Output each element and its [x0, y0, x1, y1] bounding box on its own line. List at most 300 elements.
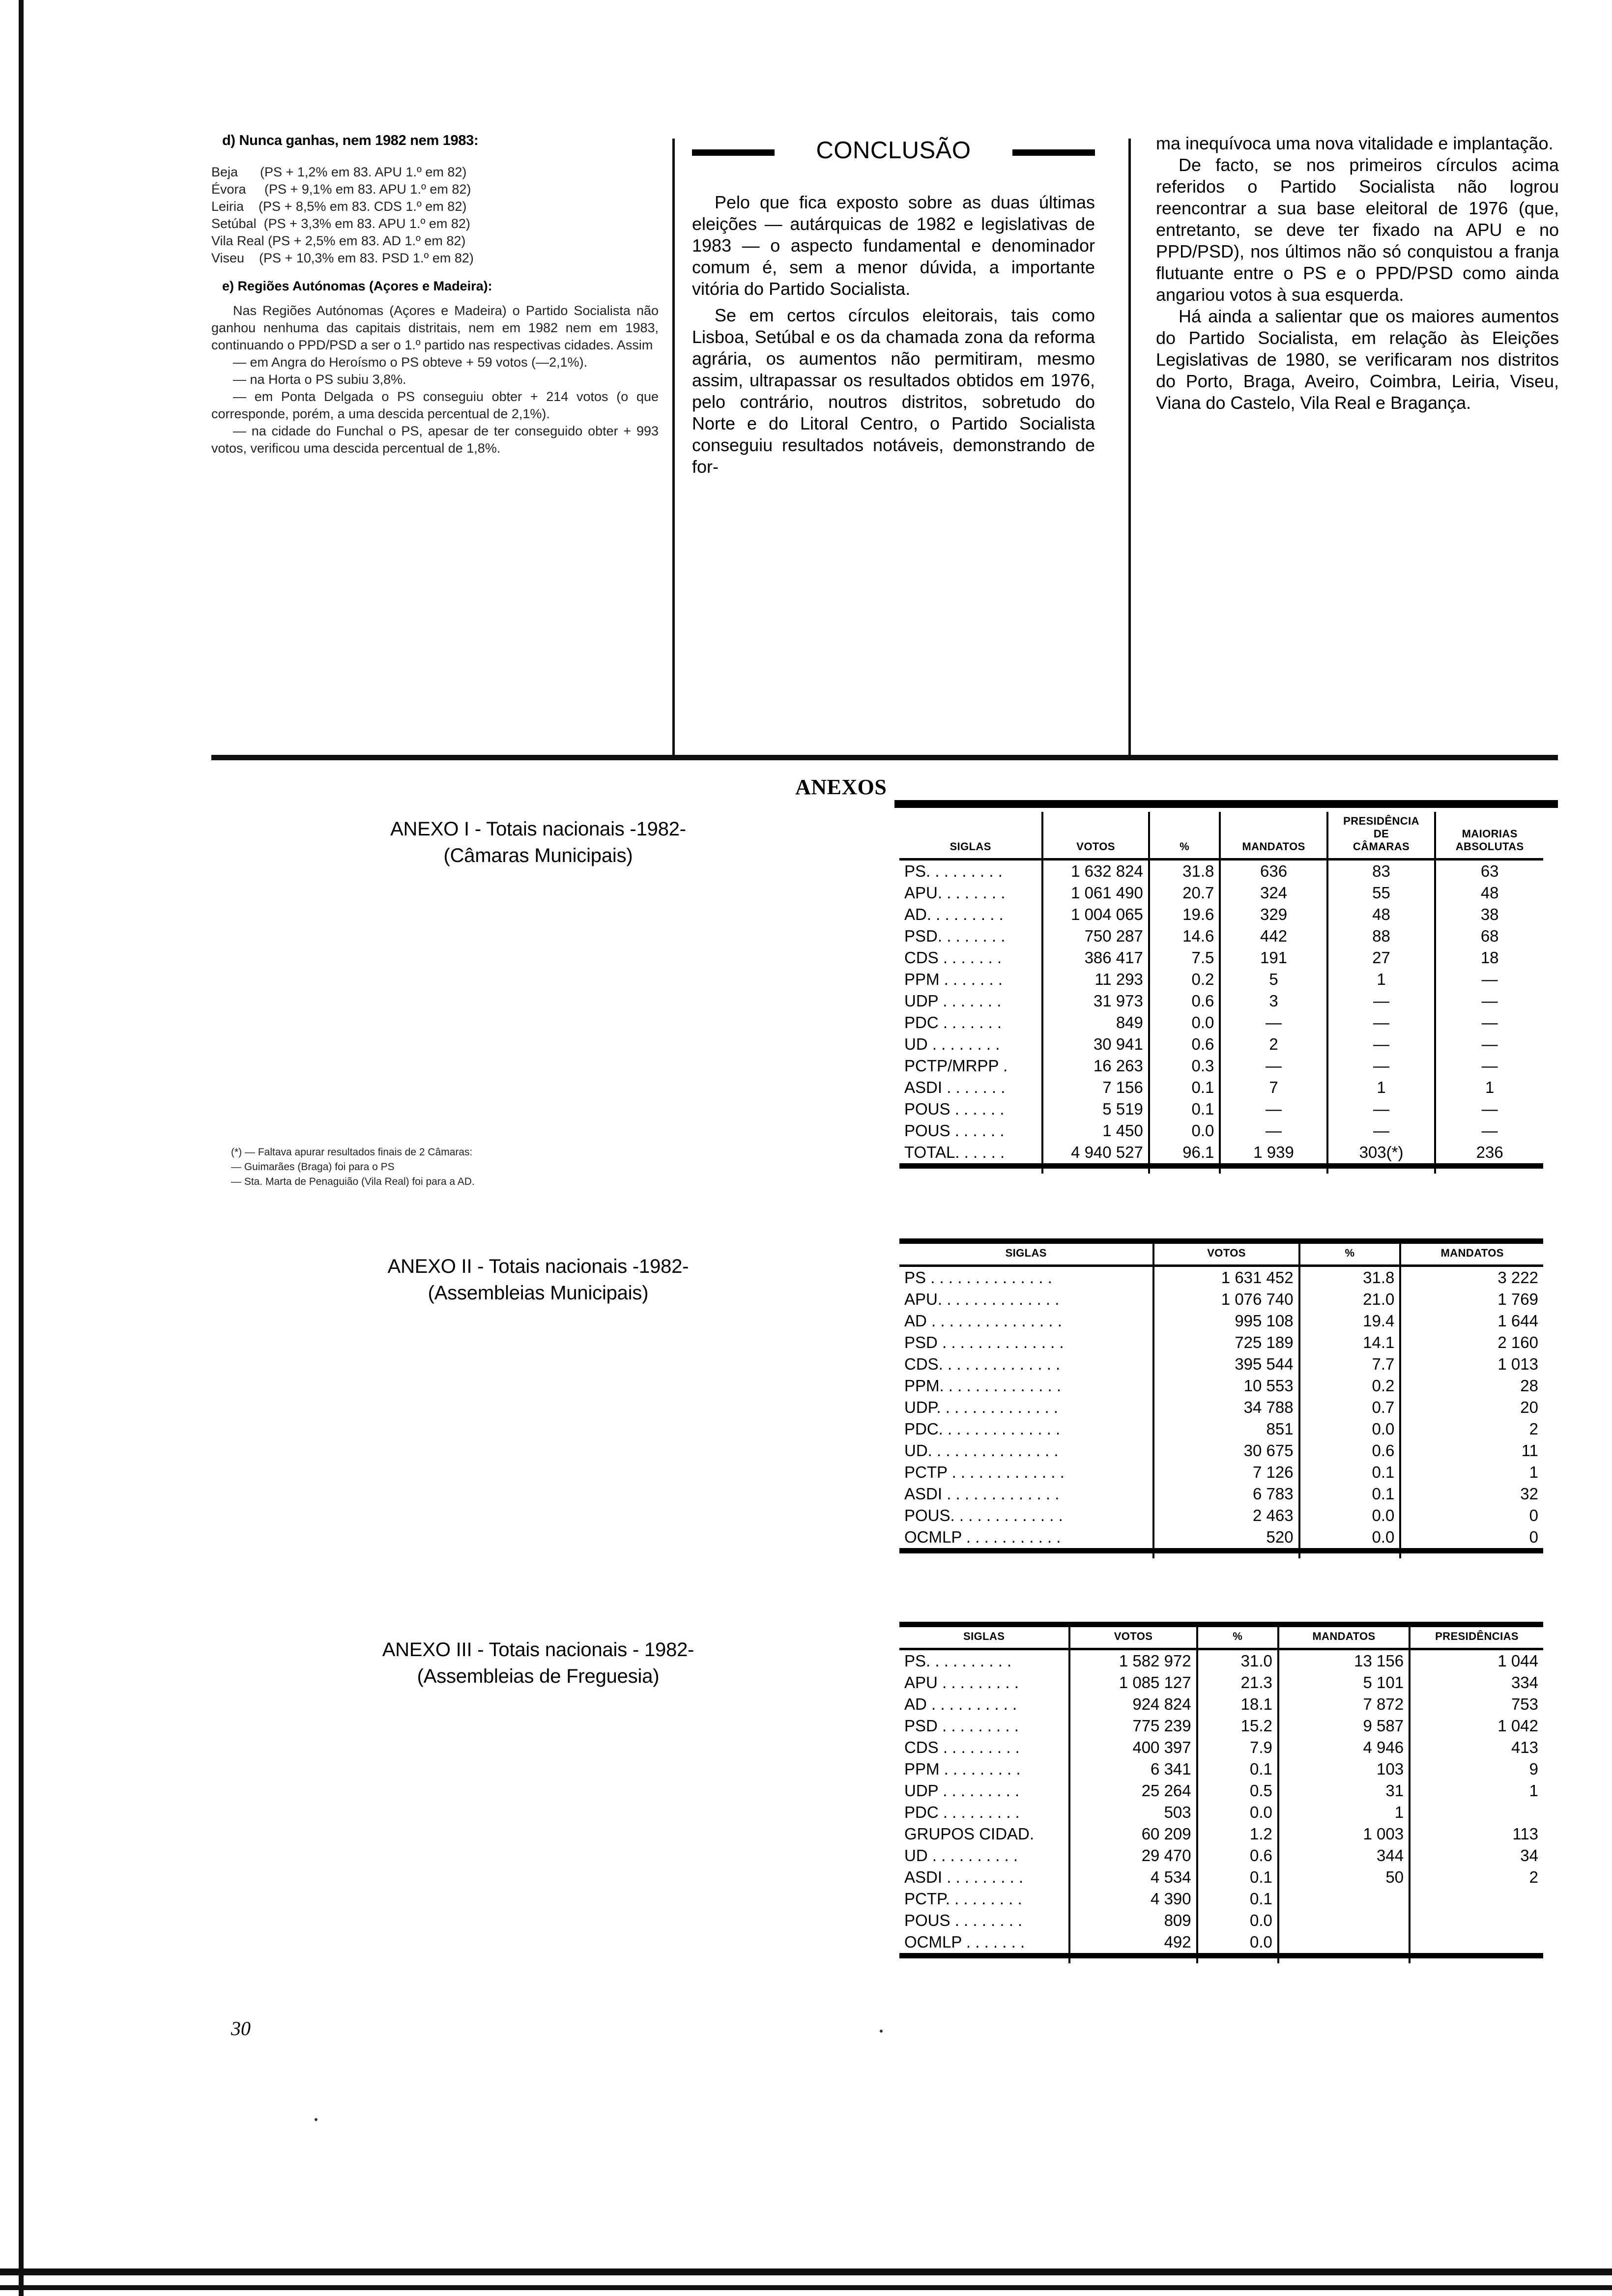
cell-mandatos: 9 587 — [1278, 1715, 1410, 1737]
cell-votos: 5 519 — [1042, 1098, 1149, 1120]
cell-sigla: POUS . . . . . . — [904, 1100, 1005, 1118]
cell-presidencia: 1 — [1327, 969, 1436, 990]
cell-maiorias: — — [1435, 1012, 1543, 1033]
cell-percent: 31.8 — [1299, 1266, 1401, 1289]
cell-votos: 1 582 972 — [1069, 1649, 1197, 1672]
cell-mandatos: 103 — [1278, 1758, 1410, 1780]
cell-votos: 386 417 — [1042, 947, 1149, 969]
cell-sigla: AD . . . . . . . . . . — [904, 1695, 1017, 1713]
anexo2-title-line1: ANEXO II - Totais nacionais -1982- — [387, 1256, 689, 1277]
cell-votos: 995 108 — [1153, 1310, 1299, 1332]
cell-percent: 0.2 — [1149, 969, 1220, 990]
cell-presidencia: — — [1327, 1055, 1436, 1077]
table-row — [899, 1310, 1543, 1332]
column2-body — [692, 192, 1095, 478]
cell-percent: 0.1 — [1197, 1866, 1278, 1888]
cell-mandatos: 11 — [1400, 1440, 1543, 1462]
cell-mandatos: 5 101 — [1278, 1672, 1410, 1693]
cell-mandatos: 13 156 — [1278, 1649, 1410, 1672]
cell-mandatos: 2 160 — [1400, 1332, 1543, 1353]
table-row — [899, 1758, 1543, 1780]
rule-right — [1012, 149, 1095, 156]
cell-votos: 1 632 824 — [1042, 860, 1149, 883]
list-item: Vila Real (PS + 2,5% em 83. AD 1.º em 82) — [211, 233, 466, 248]
cell-votos: 851 — [1153, 1418, 1299, 1440]
header-line-3: CÂMARAS — [1353, 840, 1410, 853]
cell-percent: 0.6 — [1149, 990, 1220, 1012]
cell-sigla: PSD . . . . . . . . . — [904, 1717, 1019, 1735]
cell-sigla: APU . . . . . . . . . — [904, 1673, 1019, 1692]
cell-percent: 0.5 — [1197, 1780, 1278, 1802]
list-item: Leiria (PS + 8,5% em 83. CDS 1.º em 82) — [211, 199, 467, 214]
cell-percent: 0.1 — [1299, 1462, 1401, 1483]
cell-sigla: PS . . . . . . . . . . . . . . — [904, 1268, 1052, 1287]
cell-votos: 25 264 — [1069, 1780, 1197, 1802]
table-row — [899, 1375, 1543, 1397]
cell-mandatos: — — [1220, 1120, 1327, 1142]
table-row — [899, 1931, 1543, 1956]
table-row — [899, 1505, 1543, 1526]
table-row — [899, 1332, 1543, 1353]
cell-presidencias — [1410, 1910, 1543, 1931]
cell-votos: 1 450 — [1042, 1120, 1149, 1142]
header-line-1: MAIORIAS — [1462, 828, 1518, 840]
cell-sigla: POUS. . . . . . . . . . . . . — [904, 1506, 1063, 1524]
anexo1-title — [211, 816, 865, 869]
col-maiorias-absolutas — [1435, 812, 1543, 860]
cell-sigla: PS. . . . . . . . . — [904, 862, 1003, 880]
col-percent: % — [1299, 1241, 1401, 1266]
table-header-row — [899, 812, 1543, 860]
table-row — [899, 1649, 1543, 1672]
cell-mandatos: 191 — [1220, 947, 1327, 969]
table-row — [899, 1737, 1543, 1758]
cell-sigla: PDC . . . . . . . . . — [904, 1803, 1020, 1821]
section-heading-e: e) Regiões Autónomas (Açores e Madeira): — [222, 279, 492, 293]
cell-maiorias: 48 — [1435, 882, 1543, 904]
col-percent: % — [1197, 1625, 1278, 1649]
cell-presidencias: 413 — [1410, 1737, 1543, 1758]
cell-mandatos: 32 — [1400, 1483, 1543, 1505]
table-row — [899, 904, 1543, 925]
cell-percent: 0.0 — [1149, 1120, 1220, 1142]
cell-percent: 21.3 — [1197, 1672, 1278, 1693]
col-votos: VOTOS — [1042, 812, 1149, 860]
cell-votos: 503 — [1069, 1802, 1197, 1823]
cell-maiorias: — — [1435, 1033, 1543, 1055]
table-row — [899, 1462, 1543, 1483]
cell-mandatos: 636 — [1220, 860, 1327, 883]
footnote: — Sta. Marta de Penaguião (Vila Real) foi para a AD. — [231, 1176, 475, 1187]
cell-mandatos: 1 003 — [1278, 1823, 1410, 1845]
cell-votos: 60 209 — [1069, 1823, 1197, 1845]
col-mandatos: MANDATOS — [1400, 1241, 1543, 1266]
cell-votos: 29 470 — [1069, 1845, 1197, 1866]
col-mandatos: MANDATOS — [1278, 1625, 1410, 1649]
table-row — [899, 1910, 1543, 1931]
cell-presidencias — [1410, 1931, 1543, 1956]
cell-presidencia: 88 — [1327, 925, 1436, 947]
cell-mandatos: 2 — [1400, 1418, 1543, 1440]
cell-votos: 2 463 — [1153, 1505, 1299, 1526]
table-row — [899, 1526, 1543, 1551]
cell-presidencia: 27 — [1327, 947, 1436, 969]
cell-sigla: PPM. . . . . . . . . . . . . . — [904, 1377, 1062, 1395]
cell-sigla: UD . . . . . . . . — [904, 1035, 1000, 1053]
list-item: Beja (PS + 1,2% em 83. APU 1.º em 82) — [211, 165, 467, 179]
cell-percent: 7.5 — [1149, 947, 1220, 969]
cell-mandatos: 344 — [1278, 1845, 1410, 1866]
cell-percent: 18.1 — [1197, 1693, 1278, 1715]
cell-percent: 14.1 — [1299, 1332, 1401, 1353]
conclusao-title — [692, 133, 1095, 168]
cell-presidencias: 753 — [1410, 1693, 1543, 1715]
table-row — [899, 1012, 1543, 1033]
cell-sigla: UDP . . . . . . . — [904, 992, 1002, 1010]
cell-maiorias: — — [1435, 969, 1543, 990]
cell-percent: 0.2 — [1299, 1375, 1401, 1397]
paragraph: Se em certos círculos eleitorais, tais como Lisboa, Setúbal e os da chamada zona da reforma agrária, os aumentos não permitiram, mesmo assim, ultrapassar os resultados obtidos em 1976, pelo contrário, noutros distritos, sobretudo do Norte e do Litoral Centro, o Partido Socialista conseguiu resultados notáveis, demonstrando de for- — [692, 305, 1095, 477]
list-item: Viseu (PS + 10,3% em 83. PSD 1.º em 82) — [211, 251, 474, 265]
paragraph: Há ainda a salientar que os maiores aumentos do Partido Socialista, em relação às Eleições Legislativas de 1980, se verificaram nos distritos do Porto, Braga, Aveiro, Coimbra, Leiria, Viseu, Viana do Castelo, Vila Real e Bragança. — [1156, 306, 1559, 413]
scan-speck — [315, 2118, 317, 2121]
cell-percent: 1.2 — [1197, 1823, 1278, 1845]
cell-votos: 31 973 — [1042, 990, 1149, 1012]
cell-sigla: PCTP/MRPP . — [904, 1057, 1008, 1075]
anexo3-title-line2: (Assembleias de Freguesia) — [417, 1665, 660, 1687]
table-bottom-rule — [899, 1551, 1543, 1559]
table-row — [899, 1440, 1543, 1462]
page-bottom-bar-2 — [0, 2285, 1612, 2290]
table-row — [899, 990, 1543, 1012]
cell-percent: 0.1 — [1149, 1098, 1220, 1120]
cell-votos: 750 287 — [1042, 925, 1149, 947]
cell-mandatos: 50 — [1278, 1866, 1410, 1888]
anexo3-title-line1: ANEXO III - Totais nacionais - 1982- — [382, 1639, 694, 1661]
cell-mandatos: 20 — [1400, 1397, 1543, 1418]
cell-percent: 0.0 — [1299, 1526, 1401, 1551]
cell-percent: 20.7 — [1149, 882, 1220, 904]
cell-presidencias: 113 — [1410, 1823, 1543, 1845]
cell-presidencias: 2 — [1410, 1866, 1543, 1888]
table-row — [899, 1120, 1543, 1142]
table-row — [899, 947, 1543, 969]
paragraph: ma inequívoca uma nova vitalidade e implantação. — [1156, 133, 1554, 153]
cell-presidencias: 1 — [1410, 1780, 1543, 1802]
cell-votos: 1 061 490 — [1042, 882, 1149, 904]
cell-sigla: UDP. . . . . . . . . . . . . . — [904, 1398, 1058, 1416]
table-row — [899, 1098, 1543, 1120]
cell-mandatos: 1 769 — [1400, 1289, 1543, 1310]
cell-votos: 4 534 — [1069, 1866, 1197, 1888]
cell-votos: 7 126 — [1153, 1462, 1299, 1483]
anexo1-title-line2: (Câmaras Municipais) — [443, 845, 633, 866]
bullet-ponta-delgada: — em Ponta Delgada o PS conseguiu obter + 214 votos (o que corresponde, porém, a uma descida percentual de 2,1%). — [211, 389, 659, 421]
cell-mandatos: 1 644 — [1400, 1310, 1543, 1332]
cell-mandatos: 7 — [1220, 1077, 1327, 1098]
cell-mandatos: 3 — [1220, 990, 1327, 1012]
table-row — [899, 1483, 1543, 1505]
cell-sigla: AD . . . . . . . . . . . . . . . — [904, 1312, 1062, 1330]
cell-votos: 520 — [1153, 1526, 1299, 1551]
cell-percent: 0.3 — [1149, 1055, 1220, 1077]
table-row — [899, 1033, 1543, 1055]
cell-sigla: ASDI . . . . . . . . . — [904, 1868, 1024, 1886]
cell-presidencias: 1 042 — [1410, 1715, 1543, 1737]
cell-maiorias: 1 — [1435, 1077, 1543, 1098]
cell-percent: 31.8 — [1149, 860, 1220, 883]
cell-presidencias: 334 — [1410, 1672, 1543, 1693]
cell-mandatos: 1 — [1400, 1462, 1543, 1483]
cell-percent: 0.0 — [1197, 1931, 1278, 1956]
table-row — [899, 1142, 1543, 1166]
cell-maiorias: 18 — [1435, 947, 1543, 969]
column3-body — [1156, 133, 1559, 414]
paragraph: De facto, se nos primeiros círculos acima referidos o Partido Socialista não logrou reencontrar a sua base eleitoral de 1976 (que, entretanto, se deve ter fixado na APU e no PPD/PSD), nos últimos não só conquistou a franja flutuante entre o PS e o PPD/PSD como ainda angariou votos à sua esquerda. — [1156, 155, 1559, 305]
cell-votos: 725 189 — [1153, 1332, 1299, 1353]
cell-presidencia: — — [1327, 1033, 1436, 1055]
table-row — [899, 1866, 1543, 1888]
table-row — [899, 1266, 1543, 1289]
cell-votos: 775 239 — [1069, 1715, 1197, 1737]
cell-percent: 0.6 — [1299, 1440, 1401, 1462]
cell-percent: 0.0 — [1149, 1012, 1220, 1033]
cell-maiorias: 68 — [1435, 925, 1543, 947]
table-header-row — [899, 1625, 1543, 1649]
rule-left — [692, 149, 775, 156]
cell-sigla: POUS . . . . . . — [904, 1121, 1005, 1140]
article-columns — [0, 133, 1612, 767]
cell-sigla: AD. . . . . . . . . — [904, 905, 1004, 923]
anexo2-table — [899, 1238, 1543, 1558]
anexo3-title — [211, 1636, 865, 1690]
cell-maiorias: 63 — [1435, 860, 1543, 883]
cell-percent: 0.0 — [1197, 1910, 1278, 1931]
cell-mandatos: 7 872 — [1278, 1693, 1410, 1715]
cell-votos: 4 390 — [1069, 1888, 1197, 1910]
section-heading-d: d) Nunca ganhas, nem 1982 nem 1983: — [222, 133, 479, 148]
table-row — [899, 1845, 1543, 1866]
cell-mandatos — [1278, 1910, 1410, 1931]
cell-percent: 19.6 — [1149, 904, 1220, 925]
cell-sigla: CDS. . . . . . . . . . . . . . — [904, 1355, 1061, 1373]
cell-votos: 809 — [1069, 1910, 1197, 1931]
cell-sigla: PCTP. . . . . . . . . — [904, 1890, 1022, 1908]
cell-percent: 0.0 — [1197, 1802, 1278, 1823]
table-row — [899, 1055, 1543, 1077]
page-number: 30 — [231, 2017, 251, 2039]
cell-presidencias: 34 — [1410, 1845, 1543, 1866]
cell-votos: 924 824 — [1069, 1693, 1197, 1715]
cell-votos: 6 341 — [1069, 1758, 1197, 1780]
cell-maiorias: — — [1435, 1120, 1543, 1142]
cell-votos: 492 — [1069, 1931, 1197, 1956]
cell-sigla: PSD. . . . . . . . — [904, 927, 1006, 945]
cell-sigla: APU. . . . . . . . . . . . . . — [904, 1290, 1060, 1308]
article-column-1 — [211, 133, 659, 457]
cell-votos: 16 263 — [1042, 1055, 1149, 1077]
scan-speck — [880, 2030, 883, 2033]
col-votos: VOTOS — [1153, 1241, 1299, 1266]
cell-mandatos: 3 222 — [1400, 1266, 1543, 1289]
cell-presidencia: 48 — [1327, 904, 1436, 925]
col-percent: % — [1149, 812, 1220, 860]
anexo1-title-line1: ANEXO I - Totais nacionais -1982- — [390, 818, 686, 840]
table-row — [899, 1353, 1543, 1375]
district-list — [211, 164, 659, 267]
cell-presidencias — [1410, 1888, 1543, 1910]
cell-maiorias: — — [1435, 1055, 1543, 1077]
cell-percent: 21.0 — [1299, 1289, 1401, 1310]
cell-mandatos: 1 — [1278, 1802, 1410, 1823]
cell-mandatos: 1 939 — [1220, 1142, 1327, 1166]
table-row — [899, 1693, 1543, 1715]
cell-maiorias: 38 — [1435, 904, 1543, 925]
cell-maiorias: — — [1435, 1098, 1543, 1120]
cell-votos: 11 293 — [1042, 969, 1149, 990]
col-presidencia-camaras — [1327, 812, 1436, 860]
cell-votos: 7 156 — [1042, 1077, 1149, 1098]
cell-percent: 14.6 — [1149, 925, 1220, 947]
col-votos: VOTOS — [1069, 1625, 1197, 1649]
cell-votos: 400 397 — [1069, 1737, 1197, 1758]
bullet-angra: — em Angra do Heroísmo o PS obteve + 59 votos (—2,1%). — [233, 355, 588, 370]
table-row — [899, 1715, 1543, 1737]
cell-sigla: PPM . . . . . . . . . — [904, 1760, 1021, 1778]
anexos-rule — [894, 800, 1558, 808]
cell-sigla: APU. . . . . . . . — [904, 884, 1006, 902]
cell-mandatos: 0 — [1400, 1505, 1543, 1526]
table-header-row — [899, 1241, 1543, 1266]
anexo1-table — [899, 812, 1543, 1174]
cell-percent: 7.7 — [1299, 1353, 1401, 1375]
cell-percent: 0.7 — [1299, 1397, 1401, 1418]
cell-presidencias: 9 — [1410, 1758, 1543, 1780]
cell-percent: 0.6 — [1197, 1845, 1278, 1866]
cell-mandatos: 0 — [1400, 1526, 1543, 1551]
col-siglas: SIGLAS — [899, 1625, 1069, 1649]
cell-sigla: TOTAL. . . . . . — [904, 1143, 1005, 1161]
header-line-2: ABSOLUTAS — [1455, 840, 1524, 853]
cell-votos: 1 085 127 — [1069, 1672, 1197, 1693]
cell-mandatos: 5 — [1220, 969, 1327, 990]
horizontal-rule-under-columns — [211, 755, 1558, 760]
cell-sigla: PPM . . . . . . . — [904, 970, 1003, 988]
cell-votos: 30 675 — [1153, 1440, 1299, 1462]
cell-sigla: PS. . . . . . . . . . — [904, 1652, 1012, 1670]
cell-mandatos: 1 013 — [1400, 1353, 1543, 1375]
cell-presidencia: — — [1327, 1098, 1436, 1120]
cell-votos: 6 783 — [1153, 1483, 1299, 1505]
cell-percent: 0.1 — [1299, 1483, 1401, 1505]
col-presidencias: PRESIDÊNCIAS — [1410, 1625, 1543, 1649]
footnote: — Guimarães (Braga) foi para o PS — [231, 1161, 395, 1173]
cell-sigla: CDS . . . . . . . — [904, 948, 1002, 967]
column1-body — [211, 302, 659, 457]
table-row — [899, 1802, 1543, 1823]
cell-sigla: UD . . . . . . . . . . — [904, 1846, 1018, 1865]
table-row — [899, 925, 1543, 947]
anexos-heading: ANEXOS — [795, 775, 887, 799]
cell-sigla: UD. . . . . . . . . . . . . . . — [904, 1441, 1059, 1460]
cell-mandatos: 31 — [1278, 1780, 1410, 1802]
anexo3-table — [899, 1622, 1543, 1963]
table-row — [899, 1672, 1543, 1693]
cell-sigla: OCMLP . . . . . . . . . . . — [904, 1528, 1061, 1546]
table-row — [899, 1077, 1543, 1098]
cell-votos: 1 076 740 — [1153, 1289, 1299, 1310]
list-item: Setúbal (PS + 3,3% em 83. APU 1.º em 82) — [211, 216, 470, 231]
cell-sigla: POUS . . . . . . . . — [904, 1911, 1023, 1929]
table-row — [899, 1289, 1543, 1310]
cell-sigla: ASDI . . . . . . . . . . . . . — [904, 1485, 1060, 1503]
conclusao-title-text: CONCLUSÃO — [814, 133, 973, 168]
table-row — [899, 969, 1543, 990]
cell-mandatos: 329 — [1220, 904, 1327, 925]
cell-presidencias — [1410, 1802, 1543, 1823]
table-row — [899, 1397, 1543, 1418]
cell-mandatos: 442 — [1220, 925, 1327, 947]
table-bottom-rule — [899, 1166, 1543, 1174]
cell-mandatos: — — [1220, 1055, 1327, 1077]
header-line-1: PRESIDÊNCIA — [1343, 815, 1419, 827]
cell-sigla: PSD . . . . . . . . . . . . . . — [904, 1333, 1064, 1351]
footnote: (*) — Faltava apurar resultados finais de 2 Câmaras: — [231, 1147, 473, 1158]
cell-maiorias: — — [1435, 990, 1543, 1012]
cell-presidencias: 1 044 — [1410, 1649, 1543, 1672]
list-item: Évora (PS + 9,1% em 83. APU 1.º em 82) — [211, 182, 471, 197]
cell-sigla: ASDI . . . . . . . — [904, 1078, 1006, 1096]
cell-percent: 0.0 — [1299, 1418, 1401, 1440]
cell-votos: 849 — [1042, 1012, 1149, 1033]
cell-presidencia: 1 — [1327, 1077, 1436, 1098]
cell-votos: 1 004 065 — [1042, 904, 1149, 925]
col-siglas: SIGLAS — [899, 1241, 1153, 1266]
cell-mandatos: 4 946 — [1278, 1737, 1410, 1758]
cell-percent: 0.1 — [1197, 1888, 1278, 1910]
cell-maiorias: 236 — [1435, 1142, 1543, 1166]
bullet-horta: — na Horta o PS subiu 3,8%. — [233, 372, 406, 387]
anexo2-title — [211, 1253, 865, 1306]
cell-presidencia: — — [1327, 990, 1436, 1012]
paragraph: Pelo que fica exposto sobre as duas últimas eleições — autárquicas de 1982 e legislativas de 1983 — o aspecto fundamental e denominador comum é, sem a menor dúvida, a importante vitória do Partido Socialista. — [692, 192, 1095, 299]
cell-votos: 395 544 — [1153, 1353, 1299, 1375]
anexo1-footnotes — [231, 1145, 821, 1189]
cell-sigla: PDC. . . . . . . . . . . . . . — [904, 1420, 1061, 1438]
cell-sigla: OCMLP . . . . . . . — [904, 1933, 1025, 1951]
cell-mandatos: 324 — [1220, 882, 1327, 904]
cell-sigla: UDP . . . . . . . . . — [904, 1781, 1020, 1800]
cell-sigla: CDS . . . . . . . . . — [904, 1738, 1020, 1756]
cell-percent: 96.1 — [1149, 1142, 1220, 1166]
cell-presidencia: 83 — [1327, 860, 1436, 883]
cell-presidencia: — — [1327, 1120, 1436, 1142]
cell-percent: 0.6 — [1149, 1033, 1220, 1055]
cell-sigla: PCTP . . . . . . . . . . . . . — [904, 1463, 1065, 1481]
anexo2-title-line2: (Assembleias Municipais) — [428, 1282, 649, 1304]
table-row — [899, 1780, 1543, 1802]
cell-votos: 4 940 527 — [1042, 1142, 1149, 1166]
cell-votos: 34 788 — [1153, 1397, 1299, 1418]
table-row — [899, 1418, 1543, 1440]
cell-presidencia: — — [1327, 1012, 1436, 1033]
cell-votos: 1 631 452 — [1153, 1266, 1299, 1289]
table-row — [899, 1823, 1543, 1845]
cell-votos: 30 941 — [1042, 1033, 1149, 1055]
cell-mandatos — [1278, 1888, 1410, 1910]
cell-mandatos: — — [1220, 1012, 1327, 1033]
col-mandatos: MANDATOS — [1220, 812, 1327, 860]
